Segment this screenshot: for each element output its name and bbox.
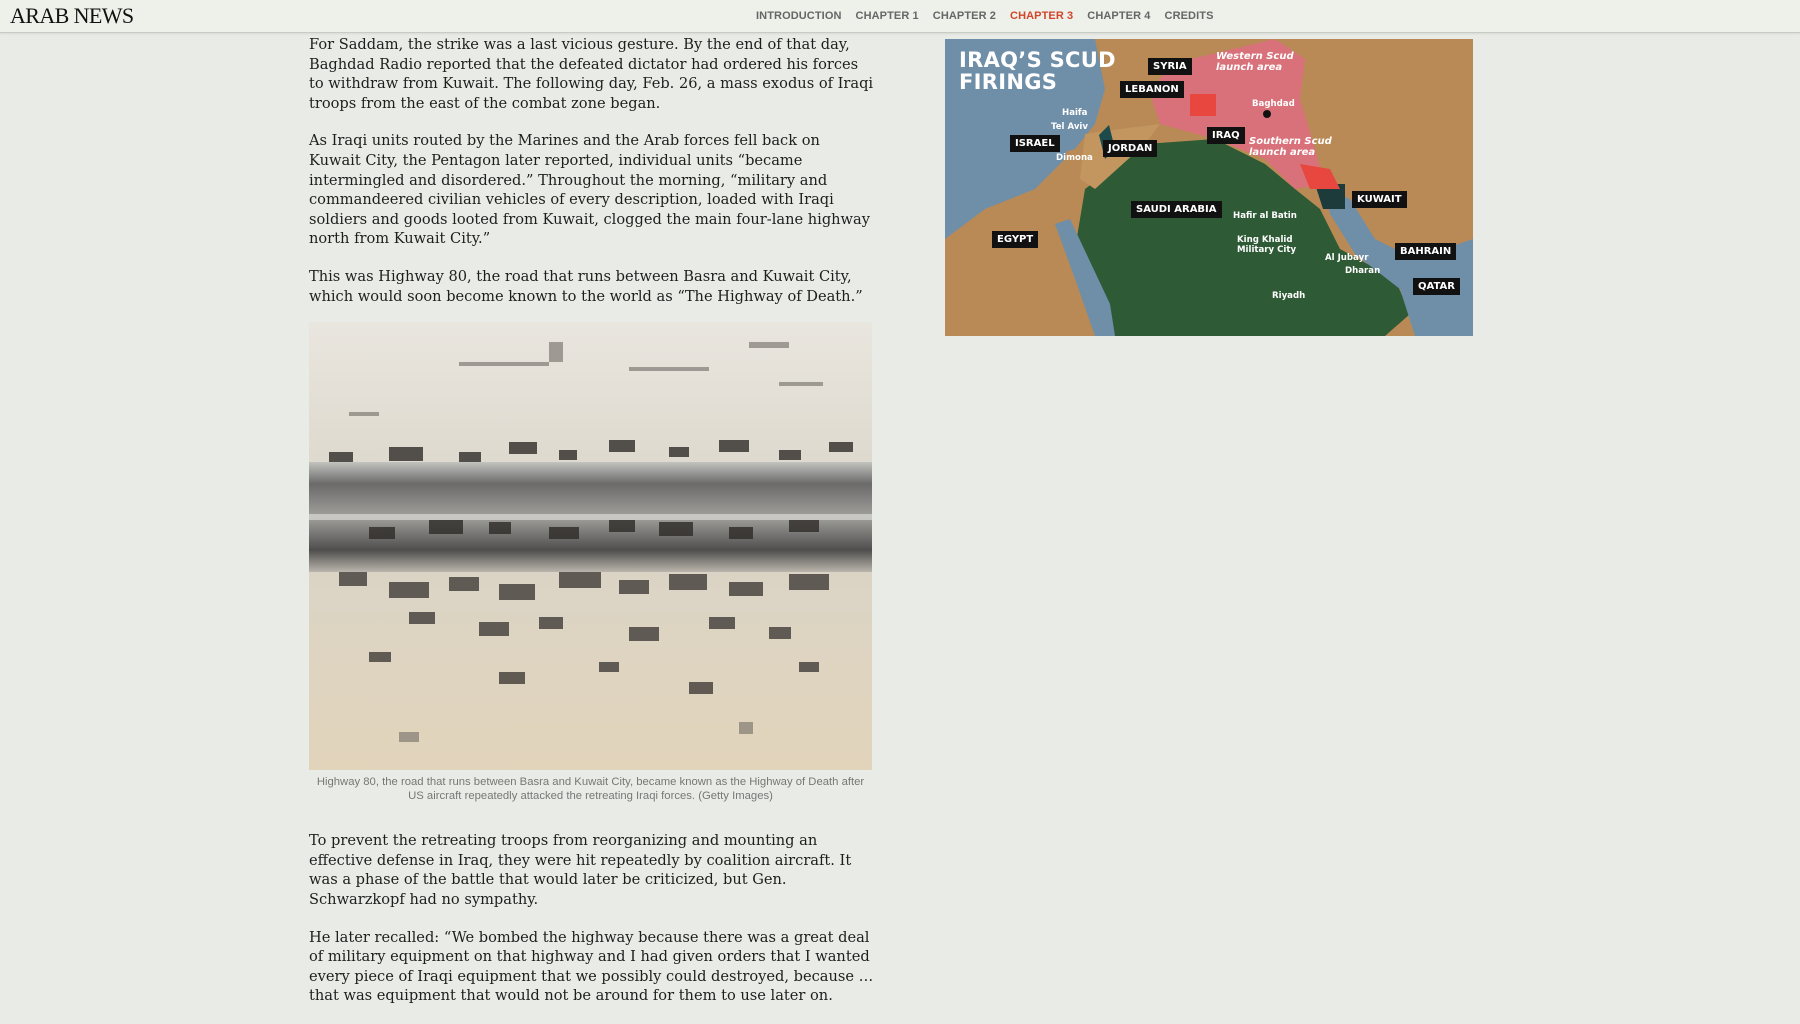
- nav-chapter-1[interactable]: CHAPTER 1: [855, 10, 919, 22]
- chapter-nav: [756, 10, 1228, 22]
- label-iraq: IRAQ: [1207, 127, 1245, 144]
- label-jordan: JORDAN: [1103, 140, 1157, 157]
- map-title: IRAQ’S SCUD FIRINGS: [959, 48, 1116, 94]
- label-egypt: EGYPT: [992, 231, 1038, 248]
- label-western-launch-area: Western Scud launch area: [1216, 51, 1294, 73]
- aerial-highway-image: [309, 322, 872, 770]
- nav-chapter-3[interactable]: CHAPTER 3: [1010, 10, 1074, 22]
- label-kuwait: KUWAIT: [1352, 191, 1407, 208]
- city-baghdad: Baghdad: [1252, 99, 1295, 109]
- nav-credits[interactable]: CREDITS: [1164, 10, 1214, 22]
- label-saudi-arabia: SAUDI ARABIA: [1131, 201, 1222, 218]
- article-body: [309, 35, 875, 1024]
- city-tel-aviv: Tel Aviv: [1051, 122, 1088, 132]
- nav-chapter-2[interactable]: CHAPTER 2: [932, 10, 997, 22]
- city-al-jubayr: Al Jubayr: [1325, 253, 1369, 263]
- top-navigation-bar: [0, 0, 1800, 33]
- article-paragraph: This was Highway 80, the road that runs between Basra and Kuwait City, which would soon become known to the world as “The Highway of Death.”: [309, 267, 863, 305]
- city-haifa: Haifa: [1062, 108, 1088, 118]
- article-paragraph: For Saddam, the strike was a last vicious gesture. By the end of that day, Baghdad Radio reported that the defeated dictator had ordered his forces to withdraw from Kuwait. The following day, Feb. 26, a mass exodus of Iraqi troops from the east of the combat zone began.: [309, 36, 874, 112]
- article-paragraph: He later recalled: “We bombed the highway because there was a great deal of military equipment on that highway and I had given orders that I wanted every piece of Iraqi equipment that we possibly could destroyed, because … that was equipment that would not be around for them to use later on.: [309, 928, 874, 1005]
- scud-firings-map: [945, 39, 1473, 336]
- article-paragraph: As Iraqi units routed by the Marines and the Arab forces fell back on Kuwait City, the Pentagon later reported, individual units “became intermingled and disordered.” Throughout the morning, “military and commandeered civilian vehicles of every description, loaded with Iraqi soldiers and goods looted from Kuwait, clogged the main four-lane highway north from Kuwait City.”: [309, 132, 870, 248]
- label-lebanon: LEBANON: [1120, 81, 1184, 98]
- article-paragraph: To prevent the retreating troops from reorganizing and mounting an effective defense in Iraq, they were hit repeatedly by coalition aircraft. It was a phase of the battle that would later be criticized, but Gen. Schwarzkopf had no sympathy.: [309, 832, 852, 908]
- label-qatar: QATAR: [1413, 278, 1460, 295]
- nav-chapter-4[interactable]: CHAPTER 4: [1087, 10, 1151, 22]
- arab-news-logo[interactable]: ARAB NEWS: [10, 3, 134, 28]
- city-dimona: Dimona: [1056, 153, 1093, 163]
- city-dharan: Dharan: [1345, 266, 1381, 276]
- city-king-khalid: King Khalid Military City: [1237, 235, 1297, 255]
- photo-caption: Highway 80, the road that runs between Basra and Kuwait City, became known as the Highway of Death after US aircraft repeatedly attacked the retreating Iraqi forces. (Getty Images): [316, 776, 865, 803]
- label-southern-launch-area: Southern Scud launch area: [1249, 136, 1332, 158]
- label-syria: SYRIA: [1148, 58, 1192, 75]
- label-bahrain: BAHRAIN: [1395, 243, 1456, 260]
- city-hafir-al-batin: Hafir al Batin: [1233, 211, 1297, 221]
- highway-of-death-photo: [309, 322, 872, 770]
- label-israel: ISRAEL: [1010, 135, 1060, 152]
- nav-introduction[interactable]: INTRODUCTION: [756, 10, 842, 22]
- city-riyadh: Riyadh: [1272, 291, 1306, 301]
